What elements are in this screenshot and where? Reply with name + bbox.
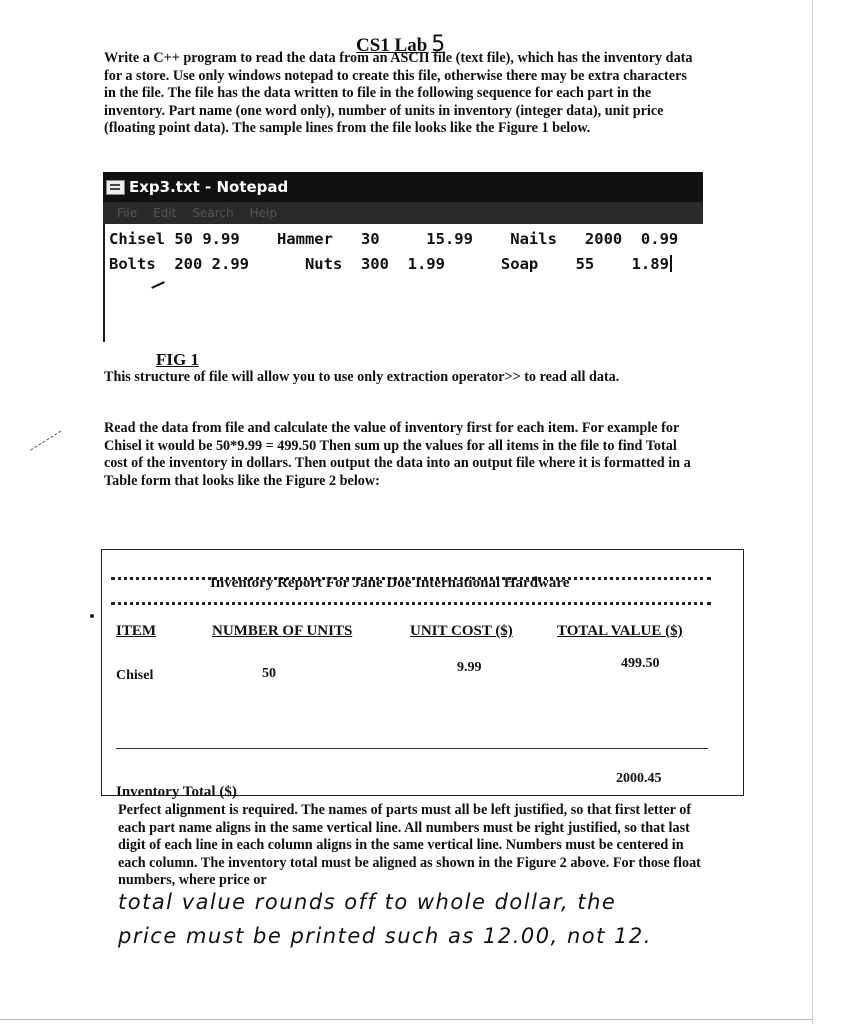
notepad-figure [103, 172, 703, 342]
page-edge [812, 0, 813, 1024]
notepad-line-2 [109, 255, 672, 273]
alignment-paragraph: Perfect alignment is required. The names of parts must all be left justified, so that first letter of each part name aligns in the same vertical line. All numbers must be right justified, so that last digit of each line in each column aligns in the same vertical line. Numbers must be centered in each column. The inventory total must be aligned as shown in the Figure 2 above. For those float numbers, where price or [118, 802, 701, 888]
inventory-total-label: Inventory Total ($) [116, 784, 237, 800]
inventory-report-figure [101, 549, 744, 800]
notepad-line-2-text: Bolts 200 2.99 Nuts 300 1.99 Soap 55 1.89 [109, 255, 669, 273]
cell-units: 50 [262, 666, 276, 681]
cell-item: Chisel [116, 668, 154, 683]
figure-1-label: FIG 1 [156, 350, 199, 369]
cell-total-value: 499.50 [621, 656, 660, 671]
notepad-text-area [103, 224, 703, 342]
page-bottom-rule [0, 1019, 812, 1020]
mouse-pointer-mark [151, 281, 165, 289]
intro-paragraph: Write a C++ program to read the data from an ASCII file (text file), which has the inventory data for a store. Use only windows notepad to create this file, otherwise there may be extra characters in the file. The file has the data written to file in the following sequence for each part in the inventory. Part name (one word only), number of units in inventory (integer data), unit price (floating point data). The sample lines from the file looks like the Figure 1 below. [104, 50, 693, 136]
lab-number-handwritten: 5 [431, 32, 446, 57]
dotted-rule-bottom [111, 602, 711, 605]
instructions-paragraph: Read the data from file and calculate the value of inventory first for each item. For example for Chisel it would be 50*9.99 = 499.50 Then sum up the values for all items in the file to find Total cost of the inventory in dollars. Then output the data into an output file where it is formatted in a Table form that looks like the Figure 2 below: [104, 420, 691, 489]
stray-dot [90, 614, 94, 618]
report-title: Inventory Report For Jane Doe International Hardware [210, 575, 570, 591]
menu-search: Search [192, 206, 234, 220]
menu-file: File [117, 206, 138, 220]
notepad-title: Exp3.txt - Notepad [129, 178, 289, 196]
notepad-menu-bar [103, 202, 703, 224]
text-cursor [670, 255, 672, 272]
lab-title-text: CS1 Lab [356, 35, 428, 56]
stray-pen-mark [30, 431, 62, 452]
header-item: ITEM [116, 623, 157, 639]
inventory-total-value: 2000.45 [616, 771, 662, 786]
table-rule [116, 748, 708, 749]
menu-help: Help [249, 206, 277, 220]
handwritten-note-line-1: total value rounds off to whole dollar, the [118, 890, 617, 914]
header-number-of-units: NUMBER OF UNITS [212, 623, 353, 639]
handwritten-note-line-2: price must be printed such as 12.00, not 12. [118, 924, 652, 948]
header-unit-cost: UNIT COST ($) [410, 623, 513, 639]
cell-unit-cost: 9.99 [457, 660, 482, 675]
notepad-icon [106, 180, 125, 195]
header-total-value: TOTAL VALUE ($) [557, 623, 683, 639]
menu-edit: Edit [153, 206, 177, 220]
notepad-line-1: Chisel 50 9.99 Hammer 30 15.99 Nails 2000 0.99 [109, 230, 679, 248]
extraction-paragraph: This structure of file will allow you to use only extraction operator>> to read all data. [104, 369, 620, 385]
notepad-title-bar [103, 172, 703, 202]
